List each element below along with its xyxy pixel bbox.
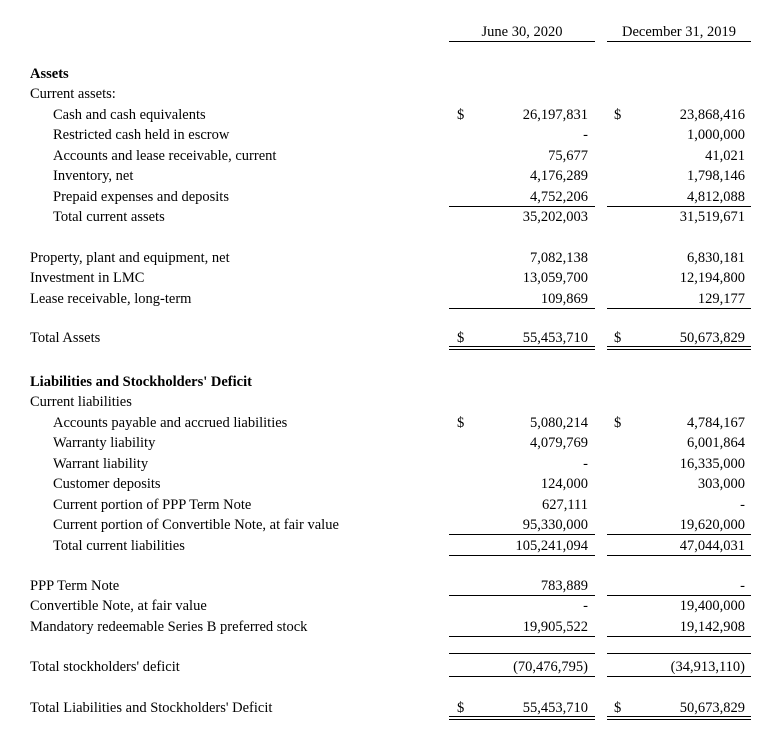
total-double-rule-col2 (607, 719, 751, 720)
row-label: Accounts payable and accrued liabilities (53, 415, 288, 431)
value-col2: - (740, 497, 745, 513)
currency-symbol: $ (614, 700, 622, 716)
subtotal-rule-col1 (449, 636, 595, 637)
assets-heading: Assets (30, 66, 69, 82)
value-col1: 13,059,700 (522, 270, 588, 286)
row-label: Current portion of PPP Term Note (53, 497, 252, 513)
value-col2: 4,784,167 (687, 415, 745, 431)
total-double-rule-col1 (449, 719, 595, 720)
total-double-rule-col1 (449, 716, 595, 717)
subtotal-rule-col2 (607, 595, 751, 596)
subtotal-rule-col2 (607, 308, 751, 309)
value-col2: 303,000 (697, 476, 745, 492)
subtotal-rule-col2 (607, 653, 751, 654)
header-underline-col2 (607, 41, 751, 42)
value-col2: 23,868,416 (679, 107, 745, 123)
current-liabilities-heading: Current liabilities (30, 394, 132, 410)
value-col2: 1,000,000 (687, 127, 745, 143)
total-double-rule-col2 (607, 349, 751, 350)
value-col1: 5,080,214 (530, 415, 588, 431)
row-label: Cash and cash equivalents (53, 107, 206, 123)
value-col1: 95,330,000 (522, 517, 588, 533)
subtotal-rule-col1 (449, 308, 595, 309)
value-col1: 4,079,769 (530, 435, 588, 451)
total-assets-col1: 55,453,710 (522, 330, 588, 346)
subtotal-rule-col1 (449, 595, 595, 596)
row-label: Current portion of Convertible Note, at fair value (53, 517, 339, 533)
value-col1: 4,752,206 (530, 189, 588, 205)
currency-symbol: $ (457, 415, 465, 431)
row-label: Accounts and lease receivable, current (53, 148, 277, 164)
subtotal-rule-col1 (449, 534, 595, 535)
value-col2: 19,142,908 (679, 619, 745, 635)
value-col1: 124,000 (540, 476, 588, 492)
value-col1: - (583, 456, 588, 472)
value-col2: - (740, 578, 745, 594)
row-label: Warranty liability (53, 435, 156, 451)
total-deficit-col2: (34,913,110) (670, 659, 745, 675)
row-label: Total current assets (53, 209, 165, 225)
row-label: Customer deposits (53, 476, 161, 492)
row-label: Prepaid expenses and deposits (53, 189, 229, 205)
currency-symbol: $ (457, 107, 465, 123)
row-label: Warrant liability (53, 456, 149, 472)
column-header-dec-2019: December 31, 2019 (622, 24, 736, 40)
total-liabilities-col1: 55,453,710 (522, 700, 588, 716)
value-col2: 31,519,671 (679, 209, 745, 225)
subtotal-rule-col1 (449, 555, 595, 556)
total-deficit-label: Total stockholders' deficit (30, 659, 180, 675)
subtotal-rule-col2 (607, 534, 751, 535)
total-assets-label: Total Assets (30, 330, 101, 346)
value-col2: 41,021 (705, 148, 745, 164)
total-double-rule-col2 (607, 716, 751, 717)
value-col1: 4,176,289 (530, 168, 588, 184)
value-col2: 16,335,000 (679, 456, 745, 472)
value-col1: 75,677 (548, 148, 588, 164)
value-col2: 47,044,031 (679, 538, 745, 554)
subtotal-rule-col1 (449, 653, 595, 654)
value-col1: 26,197,831 (522, 107, 588, 123)
total-liabilities-label: Total Liabilities and Stockholders' Deficit (30, 700, 273, 716)
total-assets-col2: 50,673,829 (679, 330, 745, 346)
value-col1: 35,202,003 (522, 209, 588, 225)
subtotal-rule-col2 (607, 555, 751, 556)
value-col1: 7,082,138 (530, 250, 588, 266)
value-col1: 105,241,094 (515, 538, 588, 554)
subtotal-rule-col2 (607, 206, 751, 207)
value-col2: 6,830,181 (687, 250, 745, 266)
total-liabilities-col2: 50,673,829 (679, 700, 745, 716)
value-col2: 19,400,000 (679, 598, 745, 614)
value-col1: - (583, 598, 588, 614)
subtotal-rule-col1 (449, 206, 595, 207)
row-label: Convertible Note, at fair value (30, 598, 207, 614)
total-deficit-col1: (70,476,795) (513, 659, 588, 675)
subtotal-rule-col1 (449, 676, 595, 677)
row-label: PPP Term Note (30, 578, 120, 594)
total-double-rule-col1 (449, 346, 595, 347)
currency-symbol: $ (457, 700, 465, 716)
liabilities-heading: Liabilities and Stockholders' Deficit (30, 374, 252, 390)
value-col1: - (583, 127, 588, 143)
value-col2: 4,812,088 (687, 189, 745, 205)
value-col1: 109,869 (540, 291, 588, 307)
current-assets-heading: Current assets: (30, 86, 116, 102)
subtotal-rule-col2 (607, 676, 751, 677)
value-col2: 6,001,864 (687, 435, 745, 451)
total-double-rule-col1 (449, 349, 595, 350)
subtotal-rule-col2 (607, 636, 751, 637)
total-double-rule-col2 (607, 346, 751, 347)
row-label: Total current liabilities (53, 538, 185, 554)
value-col1: 783,889 (540, 578, 588, 594)
currency-symbol: $ (457, 330, 465, 346)
row-label: Lease receivable, long-term (30, 291, 192, 307)
value-col2: 19,620,000 (679, 517, 745, 533)
value-col2: 129,177 (697, 291, 745, 307)
column-header-june-2020: June 30, 2020 (481, 24, 563, 40)
row-label: Investment in LMC (30, 270, 145, 286)
value-col1: 19,905,522 (522, 619, 588, 635)
value-col1: 627,111 (541, 497, 588, 513)
row-label: Property, plant and equipment, net (30, 250, 230, 266)
row-label: Inventory, net (53, 168, 134, 184)
currency-symbol: $ (614, 330, 622, 346)
header-underline-col1 (449, 41, 595, 42)
row-label: Mandatory redeemable Series B preferred stock (30, 619, 308, 635)
row-label: Restricted cash held in escrow (53, 127, 230, 143)
currency-symbol: $ (614, 107, 622, 123)
value-col2: 12,194,800 (679, 270, 745, 286)
value-col2: 1,798,146 (687, 168, 745, 184)
currency-symbol: $ (614, 415, 622, 431)
